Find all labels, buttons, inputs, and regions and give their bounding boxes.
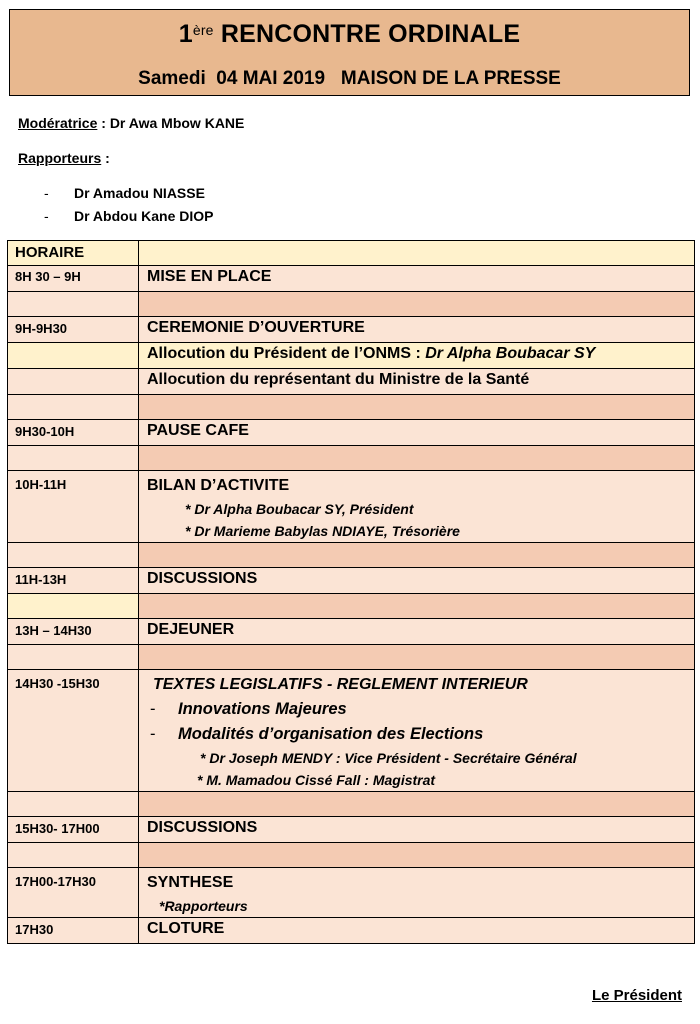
activity-cell: CLOTURE	[139, 918, 695, 944]
title-superscript: ère	[192, 22, 214, 38]
time-cell: 17H30	[8, 918, 139, 944]
spacer-cell	[139, 395, 695, 420]
rapporteur-name: Dr Amadou NIASSE	[74, 185, 205, 201]
dash-bullet: -	[150, 700, 156, 718]
activity-title: SYNTHESE	[147, 874, 234, 891]
title-number: 1	[178, 20, 193, 48]
activity-person: Dr Alpha Boubacar SY	[425, 345, 596, 362]
rapporteur-item	[44, 185, 205, 201]
spacer-cell	[8, 543, 139, 568]
activity-cell: CEREMONIE D’OUVERTURE	[139, 317, 695, 343]
table-row	[8, 343, 695, 369]
activity-title: TEXTES LEGISLATIFS - REGLEMENT INTERIEUR	[153, 676, 528, 693]
rapporteur-item	[44, 208, 214, 224]
time-cell: 11H-13H	[8, 568, 139, 594]
signature-label: Le Président	[591, 987, 682, 1004]
spacer-row	[8, 594, 695, 619]
speaker-line: * M. Mamadou Cissé Fall : Magistrat	[197, 772, 436, 788]
spacer-cell	[8, 792, 139, 817]
dash-bullet: -	[44, 208, 49, 224]
spacer-row	[8, 543, 695, 568]
table-row	[8, 817, 695, 843]
table-row	[8, 369, 695, 395]
spacer-row	[8, 446, 695, 471]
time-cell: 14H30 -15H30	[8, 670, 139, 792]
moderatrice-value: Dr Awa Mbow KANE	[109, 115, 245, 131]
spacer-row	[8, 292, 695, 317]
activity-cell: MISE EN PLACE	[139, 266, 695, 292]
spacer-row	[8, 843, 695, 868]
activity-cell: DISCUSSIONS	[139, 817, 695, 843]
spacer-cell	[139, 645, 695, 670]
activity-cell	[139, 471, 695, 543]
activity-cell	[139, 868, 695, 918]
activity-title: BILAN D’ACTIVITE	[147, 477, 290, 494]
spacer-cell	[8, 292, 139, 317]
time-cell: 10H-11H	[8, 471, 139, 543]
speaker-line: * Dr Joseph MENDY : Vice Président - Secrétaire Général	[200, 750, 577, 766]
spacer-row	[8, 645, 695, 670]
rapporteurs-line	[18, 150, 110, 166]
time-cell	[8, 369, 139, 395]
spacer-cell	[8, 395, 139, 420]
time-cell: 9H30-10H	[8, 420, 139, 446]
spacer-row	[8, 395, 695, 420]
moderatrice-line	[18, 115, 244, 131]
table-row	[8, 471, 695, 543]
activity-cell: DEJEUNER	[139, 619, 695, 645]
time-cell: 9H-9H30	[8, 317, 139, 343]
activity-note: *Rapporteurs	[159, 898, 248, 914]
spacer-cell	[139, 446, 695, 471]
speaker-line: * Dr Marieme Babylas NDIAYE, Trésorière	[185, 523, 460, 539]
activity-cell: PAUSE CAFE	[139, 420, 695, 446]
header-horaire: HORAIRE	[8, 241, 139, 266]
spacer-cell	[8, 446, 139, 471]
activity-cell: Allocution du représentant du Ministre de la Santé	[139, 369, 695, 395]
rapporteurs-label: Rapporteurs	[18, 150, 102, 166]
table-row	[8, 420, 695, 446]
spacer-cell	[139, 292, 695, 317]
header-activity	[139, 241, 695, 266]
title-text: RENCONTRE ORDINALE	[213, 20, 521, 48]
time-cell	[8, 343, 139, 369]
rapporteurs-separator: :	[101, 150, 110, 166]
time-cell: 8H 30 – 9H	[8, 266, 139, 292]
moderatrice-separator: :	[97, 115, 110, 131]
spacer-cell	[139, 843, 695, 868]
spacer-cell	[8, 843, 139, 868]
activity-cell	[139, 343, 695, 369]
time-cell: 17H00-17H30	[8, 868, 139, 918]
table-row	[8, 868, 695, 918]
table-row	[8, 317, 695, 343]
spacer-cell	[139, 792, 695, 817]
dash-item	[147, 722, 694, 747]
schedule-table	[7, 240, 695, 944]
document-subtitle: Samedi 04 MAI 2019 MAISON DE LA PRESSE	[138, 68, 561, 89]
time-cell: 13H – 14H30	[8, 619, 139, 645]
spacer-cell	[8, 645, 139, 670]
document-title	[10, 20, 689, 49]
activity-cell	[139, 670, 695, 792]
dash-bullet: -	[150, 725, 156, 743]
time-cell: 15H30- 17H00	[8, 817, 139, 843]
activity-text: Allocution du Président de l’ONMS :	[147, 345, 426, 362]
speaker-line: * Dr Alpha Boubacar SY, Président	[185, 501, 414, 517]
moderatrice-label: Modératrice	[18, 115, 98, 131]
document-header	[9, 9, 690, 96]
dash-bullet: -	[44, 185, 49, 201]
table-header-row	[8, 241, 695, 266]
table-row	[8, 619, 695, 645]
activity-cell: DISCUSSIONS	[139, 568, 695, 594]
table-row	[8, 670, 695, 792]
dash-item	[147, 697, 694, 722]
spacer-cell	[139, 594, 695, 619]
spacer-cell	[8, 594, 139, 619]
table-row	[8, 568, 695, 594]
rapporteur-name: Dr Abdou Kane DIOP	[74, 208, 214, 224]
spacer-cell	[139, 543, 695, 568]
table-row	[8, 918, 695, 944]
dash-item-text: Innovations Majeures	[178, 700, 347, 718]
spacer-row	[8, 792, 695, 817]
table-row	[8, 266, 695, 292]
dash-item-text: Modalités d’organisation des Elections	[178, 725, 484, 743]
